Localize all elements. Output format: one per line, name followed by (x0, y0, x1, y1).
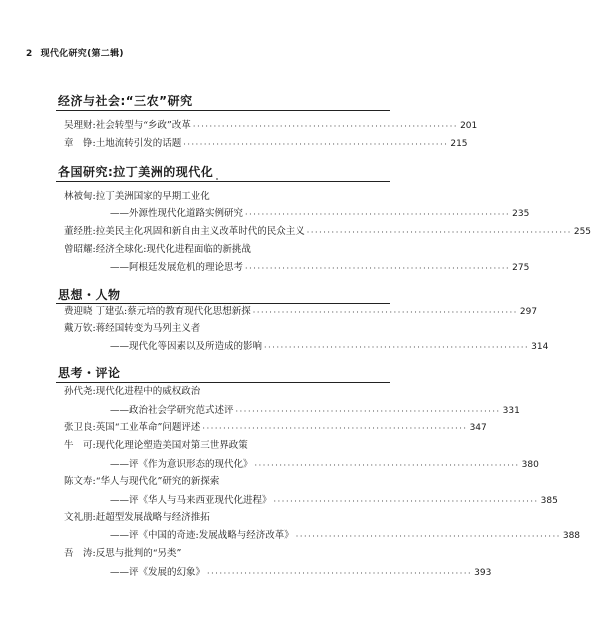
toc-subentry[interactable] (110, 340, 549, 354)
entry-page: 331 (502, 406, 520, 416)
toc-subentry[interactable] (110, 404, 520, 418)
entry-subtitle: ——评《发展的幻象》 (110, 567, 206, 578)
toc-subentry[interactable] (110, 458, 539, 472)
dot-leader: ································································ (235, 407, 501, 416)
toc-entry[interactable] (64, 225, 591, 239)
entry-title: 曾昭耀:经济全球化:现代化进程面临的新挑战 (64, 244, 251, 255)
entry-page: 380 (521, 460, 539, 470)
entry-page: 385 (540, 496, 558, 506)
dot-leader: ································································ (295, 532, 561, 541)
toc-entry[interactable] (64, 190, 390, 204)
entry-page: 393 (474, 568, 492, 578)
entry-page: 235 (512, 209, 530, 219)
toc-entry[interactable] (64, 137, 468, 151)
entry-title: 费迎晓 丁建弘:蔡元培的教育现代化思想新探 (64, 306, 251, 317)
entry-page: 201 (460, 121, 478, 131)
dot-leader: ································································ (273, 497, 539, 506)
dot-leader: ································································ (252, 308, 518, 317)
entry-subtitle: ——现代化等因素以及所造成的影响 (110, 341, 263, 352)
entry-title: 章 铮:土地流转引发的话题 (64, 138, 182, 149)
toc-entry[interactable] (64, 305, 538, 319)
entry-title: 牛 可:现代化理论塑造美国对第三世界政策 (64, 440, 248, 451)
entry-title: 文礼朋:赶超型发展战略与经济推拓 (64, 512, 210, 523)
entry-page: 215 (450, 139, 468, 149)
dot-leader: ································································ (245, 210, 511, 219)
entry-subtitle: ——评《中国的奇迹:发展战略与经济改革》 (110, 530, 294, 541)
entry-subtitle: ——阿根廷发展危机的理论思考 (110, 262, 244, 273)
dot-leader: ································································ (254, 461, 520, 470)
toc-entry[interactable] (64, 475, 390, 489)
entry-page: 297 (519, 307, 538, 317)
entry-subtitle: ——外源性现代化道路实例研究 (110, 208, 244, 219)
dot-leader: ································································ (192, 122, 459, 131)
entry-title: 戴万钦:蒋经国转变为马列主义者 (64, 323, 201, 334)
page-number: 2 (26, 49, 33, 59)
section-title-reflection-review: 思考・评论 (58, 366, 121, 380)
dot-leader: ································································ (207, 569, 473, 578)
entry-title: 董经胜:拉美民主化巩固和新自由主义改革时代的民众主义 (64, 226, 305, 237)
entry-title: 吾 涛:反思与批判的“另类” (64, 548, 182, 559)
toc-entry[interactable] (64, 439, 390, 453)
section-title-latin-america: 各国研究:拉丁美洲的现代化 (58, 165, 214, 179)
toc-entry[interactable] (64, 243, 390, 257)
entry-title: 吴理财:社会转型与“乡政”改革 (64, 120, 191, 131)
toc-subentry[interactable] (110, 494, 558, 508)
section-divider (56, 303, 390, 304)
dot-leader: ································································ (202, 424, 468, 433)
entry-page: 255 (573, 227, 591, 237)
toc-entry[interactable] (64, 322, 390, 336)
entry-page: 314 (531, 342, 549, 352)
entry-title: 孙代尧:现代化进程中的威权政治 (64, 386, 201, 397)
section-title-economy-society: 经济与社会:“三农”研究 (58, 94, 193, 108)
dot-leader: ································································ (264, 343, 530, 352)
toc-subentry[interactable] (110, 261, 530, 275)
toc-entry[interactable] (64, 421, 487, 435)
toc-entry[interactable] (64, 385, 390, 399)
book-title: 现代化研究(第二辑) (40, 49, 124, 59)
dot-leader: ································································ (306, 228, 572, 237)
entry-page: 388 (562, 531, 581, 541)
entry-subtitle: ——评《作为意识形态的现代化》 (110, 459, 253, 470)
entry-title: 陈文寿:“华人与现代化”研究的新探索 (64, 476, 220, 487)
entry-page: 347 (469, 423, 487, 433)
toc-subentry[interactable] (110, 566, 492, 580)
toc-entry[interactable] (64, 511, 390, 525)
toc-entry[interactable] (64, 547, 390, 561)
print-speck (216, 178, 218, 180)
entry-page: 275 (512, 263, 530, 273)
dot-leader: ································································ (245, 264, 511, 273)
dot-leader: ································································ (183, 140, 449, 149)
section-divider (56, 110, 390, 111)
toc-subentry[interactable] (110, 529, 581, 543)
entry-title: 张卫良:英国“工业革命”问题评述 (64, 422, 201, 433)
section-divider (56, 382, 390, 383)
entry-title: 林被甸:拉丁美洲国家的早期工业化 (64, 191, 210, 202)
running-header (26, 46, 124, 59)
section-title-thought-people: 思想・人物 (58, 288, 121, 302)
toc-entry[interactable] (64, 119, 478, 133)
section-divider (56, 181, 390, 182)
entry-subtitle: ——评《华人与马来西亚现代化进程》 (110, 495, 272, 506)
entry-subtitle: ——政治社会学研究范式述评 (110, 405, 234, 416)
toc-subentry[interactable] (110, 207, 530, 221)
